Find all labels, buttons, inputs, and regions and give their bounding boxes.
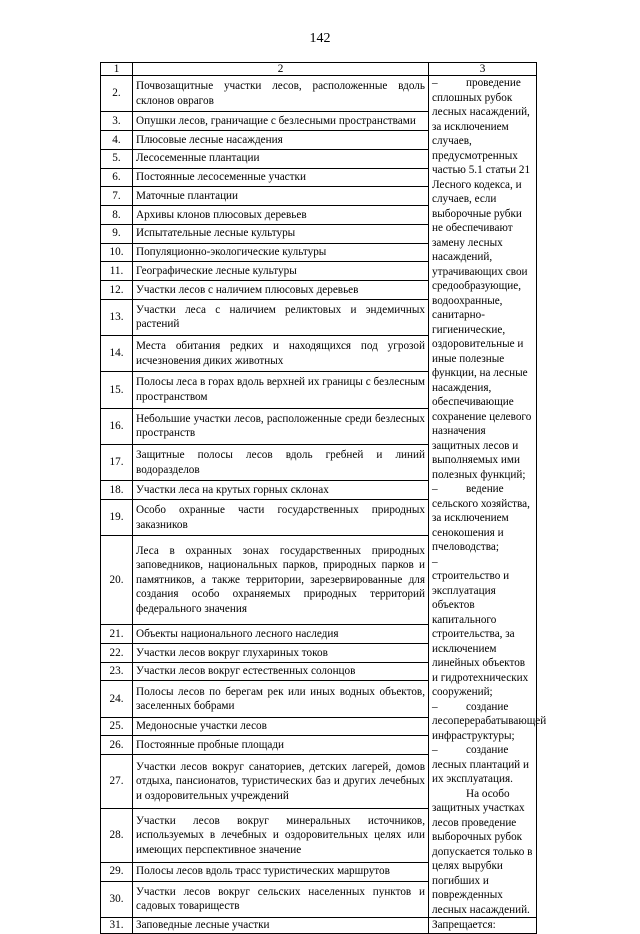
row-text: Опушки лесов, граничащие с безлесными пространствами bbox=[133, 112, 429, 131]
row-text: Полосы лесов вдоль трасс туристических маршрутов bbox=[133, 862, 429, 881]
row-text: Лесосеменные плантации bbox=[133, 149, 429, 168]
restriction-text: проведение сплошных рубок лесных насаждений, за исключением случаев, предусмотренных частью 5.1 статьи 21 Лесного кодекса, и случаев, если выборочные рубки не обеспечивают замену лесных насаждений, утрачивающих свои средообразующие, водоохранные, санитарно-гигиенические, оздоровительные и иные полезные функции, на лесные насаждения, обеспечивающие сохранение целевого назначения защитных лесов и выполняемых ими полезных функций; bbox=[432, 77, 532, 481]
row-text: Участки лесов вокруг санаториев, детских лагерей, домов отдыха, пансионатов, туристических баз и других лечебных и оздоровительных учреждений bbox=[133, 755, 429, 809]
row-number: 21. bbox=[101, 625, 133, 644]
row-number: 9. bbox=[101, 224, 133, 243]
row-number: 18. bbox=[101, 481, 133, 500]
list-dash: – bbox=[432, 77, 438, 89]
restriction-text: строительство и эксплуатация объектов капитального строительства, за исключением линейных объектов и гидротехнических сооружений; bbox=[432, 570, 529, 698]
restriction-text: создание лесоперерабатывающей инфраструктуры; bbox=[432, 700, 547, 742]
row-text: Маточные плантации bbox=[133, 187, 429, 206]
row-number: 12. bbox=[101, 281, 133, 300]
list-dash: – bbox=[432, 555, 438, 568]
restriction-paragraph bbox=[432, 76, 533, 482]
row-number: 27. bbox=[101, 755, 133, 809]
row-number: 23. bbox=[101, 662, 133, 681]
list-dash: – bbox=[432, 483, 438, 495]
prohibited-cell: Запрещается: bbox=[429, 918, 537, 934]
row-text: Места обитания редких и находящихся под угрозой исчезновения диких животных bbox=[133, 336, 429, 372]
row-text: Особо охранные части государственных природных заказников bbox=[133, 499, 429, 535]
restriction-text: создание лесных плантаций и их эксплуатация. bbox=[432, 744, 529, 785]
row-text: Участки леса на крутых горных склонах bbox=[133, 481, 429, 500]
table-header-row bbox=[101, 63, 537, 76]
row-text: Леса в охранных зонах государственных природных заповедников, национальных парков, природных парков и памятников, а также территории, зарезервированные для создания особо охраняемых природных территорий федерального значения bbox=[133, 536, 429, 625]
row-number: 29. bbox=[101, 862, 133, 881]
row-number: 13. bbox=[101, 299, 133, 335]
row-text: Архивы клонов плюсовых деревьев bbox=[133, 206, 429, 225]
row-text: Популяционно-экологические культуры bbox=[133, 243, 429, 262]
row-text: Участки леса с наличием реликтовых и эндемичных растений bbox=[133, 299, 429, 335]
row-number: 28. bbox=[101, 808, 133, 862]
restriction-text: ведение сельского хозяйства, за исключением сенокошения и пчеловодства; bbox=[432, 483, 530, 553]
header-col-2: 2 bbox=[133, 63, 429, 76]
restriction-paragraph bbox=[432, 482, 533, 555]
row-text: Испытательные лесные культуры bbox=[133, 224, 429, 243]
row-number: 20. bbox=[101, 536, 133, 625]
row-number: 4. bbox=[101, 131, 133, 150]
row-number: 5. bbox=[101, 149, 133, 168]
row-text: Полосы лесов по берегам рек или иных водных объектов, заселенных бобрами bbox=[133, 681, 429, 717]
row-text: Небольшие участки лесов, расположенные среди безлесных пространств bbox=[133, 408, 429, 444]
row-text: Участки лесов вокруг глухариных токов bbox=[133, 643, 429, 662]
row-number: 30. bbox=[101, 881, 133, 917]
row-number: 17. bbox=[101, 444, 133, 480]
list-dash: – bbox=[432, 700, 438, 713]
row-number: 11. bbox=[101, 262, 133, 281]
row-text: Постоянные пробные площади bbox=[133, 736, 429, 755]
row-text: Участки лесов вокруг минеральных источников, используемых в лечебных и оздоровительных целях или имеющих перспективное значение bbox=[133, 808, 429, 862]
row-number: 2. bbox=[101, 76, 133, 112]
row-number: 10. bbox=[101, 243, 133, 262]
protective-forest-table bbox=[100, 62, 547, 934]
row-number: 24. bbox=[101, 681, 133, 717]
row-number: 6. bbox=[101, 168, 133, 187]
restriction-paragraph bbox=[432, 787, 533, 918]
header-col-1: 1 bbox=[101, 63, 133, 76]
row-text: Полосы леса в горах вдоль верхней их границы с безлесным пространством bbox=[133, 372, 429, 408]
restriction-paragraph bbox=[432, 700, 547, 744]
row-text: Участки лесов вокруг естественных солонцов bbox=[133, 662, 429, 681]
row-text: Участки лесов с наличием плюсовых деревьев bbox=[133, 281, 429, 300]
row-number: 19. bbox=[101, 499, 133, 535]
row-number: 14. bbox=[101, 336, 133, 372]
table-row bbox=[101, 918, 537, 934]
row-text: Защитные полосы лесов вдоль гребней и линий водоразделов bbox=[133, 444, 429, 480]
table-row bbox=[101, 76, 537, 112]
row-text: Медоносные участки лесов bbox=[133, 717, 429, 736]
row-number: 25. bbox=[101, 717, 133, 736]
row-number: 8. bbox=[101, 206, 133, 225]
row-number: 22. bbox=[101, 643, 133, 662]
row-number: 16. bbox=[101, 408, 133, 444]
row-number: 26. bbox=[101, 736, 133, 755]
row-number: 3. bbox=[101, 112, 133, 131]
restriction-text: На особо защитных участках лесов проведение выборочных рубок допускается только в целях вырубки погибших и поврежденных лесных насаждений. bbox=[432, 787, 533, 916]
row-number: 15. bbox=[101, 372, 133, 408]
row-text: Постоянные лесосеменные участки bbox=[133, 168, 429, 187]
row-text: Участки лесов вокруг сельских населенных пунктов и садовых товариществ bbox=[133, 881, 429, 917]
list-dash: – bbox=[432, 744, 438, 756]
row-number: 7. bbox=[101, 187, 133, 206]
page-number: 142 bbox=[309, 31, 331, 46]
restriction-paragraph bbox=[432, 555, 533, 700]
restriction-paragraph bbox=[432, 743, 533, 787]
row-text: Почвозащитные участки лесов, расположенные вдоль склонов оврагов bbox=[133, 76, 429, 112]
row-text: Географические лесные культуры bbox=[133, 262, 429, 281]
row-text: Заповедные лесные участки bbox=[133, 918, 429, 934]
restrictions-cell bbox=[429, 76, 547, 918]
header-col-3: 3 bbox=[429, 63, 537, 76]
row-number: 31. bbox=[101, 918, 133, 934]
row-text: Объекты национального лесного наследия bbox=[133, 625, 429, 644]
row-text: Плюсовые лесные насаждения bbox=[133, 131, 429, 150]
